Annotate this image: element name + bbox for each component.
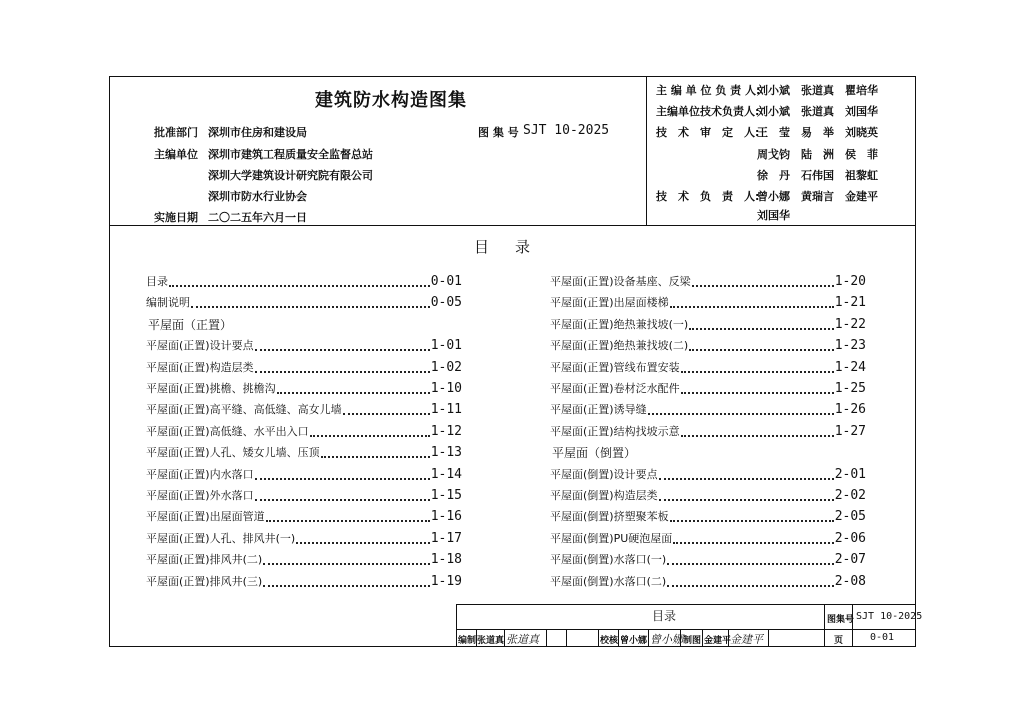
toc-leader-dots [310,435,430,437]
toc-entry-page: 1-27 [834,423,866,439]
toc-entry-name: 平屋面(正置)设计要点 [146,339,254,352]
compile-name: 张道真 [477,636,505,646]
header-bottom-rule [109,225,916,226]
toc-leader-dots [689,349,834,351]
approval-dept-label: 批准部门 [154,126,198,139]
toc-entry[interactable] [550,336,866,354]
toc-entry[interactable] [550,422,866,440]
toc-entry-page: 0-05 [430,294,462,310]
toc-leader-dots [263,585,430,587]
toc-entry-page: 1-10 [430,380,462,396]
toc-entry[interactable] [550,529,866,547]
toc-entry-name: 平屋面(正置)排风井(二) [146,553,263,566]
editor-tech-head-label: 主编单位技术负责人: [656,105,760,118]
toc-entry-name: 编制说明 [146,296,190,309]
toc-entry-page: 1-16 [430,508,462,524]
editor-unit-1: 深圳市建筑工程质量安全监督总站 [208,148,373,161]
editor-unit-head-label: 主 编 单 位 负 责 人: [656,84,761,97]
toc-entry-page: 2-05 [834,508,866,524]
toc-entry-name: 平屋面(正置)高平缝、高低缝、高女儿墙 [146,403,342,416]
toc-entry-page: 2-07 [834,551,866,567]
toc-entry-name: 平屋面(正置)诱导缝 [550,403,647,416]
toc-entry-name: 平屋面(倒置)PU硬泡屋面 [550,532,673,545]
title-block-name: 目录 [652,609,677,623]
toc-entry-name: 平屋面(正置)卷材泛水配件 [550,382,680,395]
tech-reviewers-3: 徐 丹 石伟国 祖黎虹 [757,169,878,182]
title-block-rule [852,604,853,647]
toc-entry-name: 目录 [146,275,168,288]
toc-leader-dots [648,413,834,415]
toc-entry-name: 平屋面(倒置)水落口(一) [550,553,667,566]
editor-unit-label: 主编单位 [154,148,198,161]
toc-leader-dots [255,478,430,480]
toc-leader-dots [681,435,834,437]
atlas-no-label: 图 集 号 [478,126,519,139]
toc-entry[interactable] [146,550,462,568]
toc-entry-name: 平屋面(倒置)构造层类 [550,489,658,502]
tech-heads-1: 曾小娜 黄瑞言 金建平 [757,190,878,203]
toc-leader-dots [321,456,430,458]
toc-leader-dots [667,563,834,565]
toc-leader-dots [667,585,834,587]
toc-entry-name: 平屋面(倒置)水落口(二) [550,575,667,588]
toc-entry[interactable] [550,379,866,397]
toc-leader-dots [343,413,430,415]
toc-entry[interactable] [550,272,866,290]
toc-leader-dots [673,542,833,544]
toc-entry-name: 平屋面(正置)绝热兼找坡(一) [550,318,689,331]
toc-entry-name: 平屋面(正置)出屋面楼梯 [550,296,669,309]
check-label: 校核 [600,636,619,646]
title-block-rule [504,629,505,647]
toc-entry-page: 1-25 [834,380,866,396]
toc-entry-name: 平屋面(正置)人孔、排风井(一) [146,532,296,545]
toc-entry[interactable] [146,572,462,590]
toc-leader-dots [681,371,834,373]
toc-entry-page: 1-01 [430,337,462,353]
title-block-rule [618,629,619,647]
toc-leader-dots [255,371,430,373]
impl-date: 二〇二五年六月一日 [208,211,307,224]
toc-entry-page: 1-26 [834,401,866,417]
toc-entry[interactable] [146,486,462,504]
toc-entry-name: 平屋面(正置)外水落口 [146,489,254,502]
toc-entry[interactable] [146,272,462,290]
toc-entry-name: 平屋面(倒置)挤塑聚苯板 [550,510,669,523]
toc-entry-page: 0-01 [430,273,462,289]
toc-leader-dots [659,499,834,501]
toc-entry[interactable] [146,358,462,376]
title-block-rule [598,629,599,647]
toc-entry[interactable] [550,293,866,311]
toc-entry-page: 2-02 [834,487,866,503]
toc-leader-dots [659,478,834,480]
toc-entry[interactable] [550,465,866,483]
toc-entry[interactable] [146,422,462,440]
tech-heads-2: 刘国华 [757,209,790,222]
toc-entry-name: 平屋面(正置)结构找坡示意 [550,425,680,438]
toc-entry-name: 平屋面(正置)管线布置安装 [550,361,680,374]
title-block-atlas-no: SJT 10-2025 [856,611,923,622]
toc-entry-name: 平屋面(正置)内水落口 [146,468,254,481]
toc-entry-page: 1-11 [430,401,462,417]
toc-leader-dots [277,392,430,394]
toc-entry-page: 2-08 [834,573,866,589]
toc-entry-page: 1-15 [430,487,462,503]
check-name: 曾小娜 [620,636,648,646]
toc-leader-dots [266,520,430,522]
toc-entry[interactable] [146,400,462,418]
toc-entry-name: 平屋面(正置)挑檐、挑檐沟 [146,382,276,395]
draw-label: 制图 [683,636,702,646]
toc-entry[interactable] [146,443,462,461]
toc-entry-page: 1-22 [834,316,866,332]
title-block-rule [824,604,825,647]
toc-entry[interactable] [146,507,462,525]
check-signature: 曾小娜 [650,633,683,646]
toc-entry-page: 1-14 [430,466,462,482]
approval-dept: 深圳市住房和建设局 [208,126,307,139]
toc-section-heading: 平屋面（倒置） [552,446,637,460]
toc-leader-dots [689,328,834,330]
toc-leader-dots [670,520,834,522]
toc-entry[interactable] [146,336,462,354]
toc-leader-dots [670,306,834,308]
toc-entry-name: 平屋面(正置)设备基座、反梁 [550,275,691,288]
toc-entry[interactable] [146,529,462,547]
title-block-left-rule [456,604,457,647]
toc-entry-name: 平屋面(正置)高低缝、水平出入口 [146,425,309,438]
toc-entry-page: 1-18 [430,551,462,567]
toc-entry-page: 1-02 [430,359,462,375]
draw-name: 金建平 [704,636,732,646]
toc-entry-name: 平屋面(正置)人孔、矮女儿墙、压顶 [146,446,320,459]
toc-entry[interactable] [550,358,866,376]
toc-title: 目录 [474,238,557,256]
atlas-title: 建筑防水构造图集 [315,90,467,111]
toc-leader-dots [296,542,430,544]
toc-leader-dots [255,349,430,351]
toc-entry-page: 1-23 [834,337,866,353]
page-no: 0-01 [870,632,895,643]
toc-entry[interactable] [550,315,866,333]
toc-leader-dots [255,499,430,501]
title-block-mid-rule [456,629,916,630]
title-block-atlas-no-label: 图集号 [827,615,855,625]
toc-entry-page: 1-12 [430,423,462,439]
title-block-rule [702,629,703,647]
toc-leader-dots [191,306,430,308]
toc-leader-dots [692,285,834,287]
draw-signature: 金建平 [730,633,763,646]
toc-leader-dots [681,392,834,394]
header-column-rule [646,76,647,225]
toc-entry[interactable] [146,379,462,397]
toc-entry[interactable] [550,572,866,590]
toc-leader-dots [169,285,430,287]
toc-entry[interactable] [550,550,866,568]
toc-section-heading: 平屋面（正置） [148,318,233,332]
title-block-top-rule [456,604,916,605]
editor-unit-2: 深圳大学建筑设计研究院有限公司 [208,169,373,182]
toc-entry[interactable] [146,293,462,311]
toc-entry-page: 1-19 [430,573,462,589]
toc-entry-page: 1-13 [430,444,462,460]
compile-label: 编制 [458,636,477,646]
toc-entry-page: 1-17 [430,530,462,546]
toc-entry-page: 1-24 [834,359,866,375]
title-block-rule [546,629,547,647]
toc-entry-name: 平屋面(倒置)设计要点 [550,468,658,481]
toc-entry-page: 1-21 [834,294,866,310]
tech-review-label: 技 术 审 定 人: [656,126,760,139]
toc-entry[interactable] [550,400,866,418]
tech-reviewers-2: 周戈钧 陆 洲 侯 菲 [757,148,878,161]
toc-entry[interactable] [146,465,462,483]
toc-entry-page: 2-06 [834,530,866,546]
atlas-no: SJT 10-2025 [523,123,610,138]
toc-entry-name: 平屋面(正置)构造层类 [146,361,254,374]
toc-entry-name: 平屋面(正置)排风井(三) [146,575,263,588]
toc-entry-name: 平屋面(正置)出屋面管道 [146,510,265,523]
editor-unit-3: 深圳市防水行业协会 [208,190,307,203]
tech-reviewers-1: 王 莹 易 举 刘晓英 [757,126,878,139]
editor-tech-heads: 刘小斌 张道真 刘国华 [757,105,878,118]
page-label: 页 [834,636,844,646]
title-block-rule [648,629,649,647]
toc-entry-page: 2-01 [834,466,866,482]
toc-entry[interactable] [550,507,866,525]
toc-leader-dots [263,563,430,565]
impl-date-label: 实施日期 [154,211,198,224]
toc-entry[interactable] [550,486,866,504]
editor-unit-heads: 刘小斌 张道真 瞿培华 [757,84,878,97]
title-block-rule [566,629,567,647]
toc-entry-name: 平屋面(正置)绝热兼找坡(二) [550,339,689,352]
toc-entry-page: 1-20 [834,273,866,289]
tech-head-label: 技 术 负 责 人: [656,190,760,203]
compile-signature: 张道真 [506,633,539,646]
title-block-rule [768,629,769,647]
